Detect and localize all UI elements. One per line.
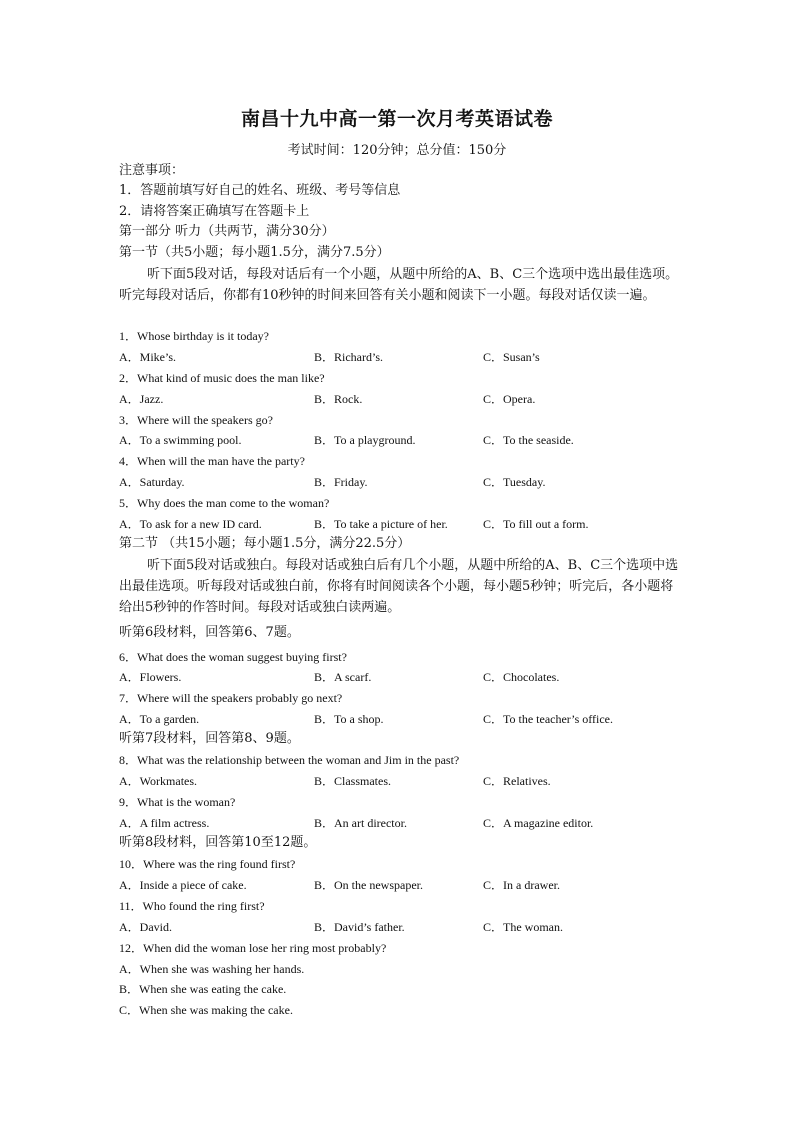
question-12: 12．When did the woman lose her ring most probably? <box>119 941 387 955</box>
q7-option-b: B．To a shop. <box>314 712 384 726</box>
q1-option-a: A．Mike’s. <box>119 350 177 364</box>
q11-option-a: A．David. <box>119 920 172 934</box>
q3-option-c: C．To the seaside. <box>483 433 574 447</box>
question-9: 9．What is the woman? <box>119 795 236 809</box>
question-11: 11．Who found the ring first? <box>119 899 265 913</box>
question-10: 10．Where was the ring found first? <box>119 857 296 871</box>
q4-option-a: A．Saturday. <box>119 475 185 489</box>
q11-option-c: C．The woman. <box>483 920 563 934</box>
q12-option-c: C．When she was making the cake. <box>119 1003 293 1017</box>
material-prompt-6: 听第6段材料，回答第6、7题。 <box>119 625 300 640</box>
q6-option-b: B．A scarf. <box>314 670 372 684</box>
q1-option-c: C．Susan’s <box>483 350 540 364</box>
q12-option-b: B．When she was eating the cake. <box>119 982 287 996</box>
q12-option-a: A．When she was washing her hands. <box>119 962 305 976</box>
section2-instructions: 听下面5段对话或独白。每段对话或独白后有几个小题，从题中所给的A、B、C三个选项中选出最佳选项。听每段对话或独白前，你将有时间阅读各个小题，每小题5秒钟；听完后，各小题将给出5秒钟的作答时间。每段对话或独白读两遍。 <box>119 558 679 615</box>
notes-heading: 注意事项： <box>119 163 185 178</box>
q10-option-b: B．On the newspaper. <box>314 878 423 892</box>
q8-option-a: A．Workmates. <box>119 774 198 788</box>
q10-option-a: A．Inside a piece of cake. <box>119 878 247 892</box>
section1-instructions: 听下面5段对话，每段对话后有一个小题，从题中所给的A、B、C三个选项中选出最佳选项。听完每段对话后，你都有10秒钟的时间来回答有关小题和阅读下一小题。每段对话仅读一遍。 <box>119 267 679 303</box>
question-6: 6．What does the woman suggest buying first? <box>119 650 347 664</box>
q2-option-c: C．Opera. <box>483 392 536 406</box>
q4-option-b: B．Friday. <box>314 475 368 489</box>
question-7: 7．Where will the speakers probably go next? <box>119 691 343 705</box>
section2-heading: 第二节 （共15小题；每小题1.5分，满分22.5分） <box>119 536 411 551</box>
question-3: 3．Where will the speakers go? <box>119 413 273 427</box>
q6-option-c: C．Chocolates. <box>483 670 560 684</box>
q2-option-a: A．Jazz. <box>119 392 164 406</box>
q5-option-b: B．To take a picture of her. <box>314 517 448 531</box>
q9-option-a: A．A film actress. <box>119 816 210 830</box>
question-2: 2．What kind of music does the man like? <box>119 371 325 385</box>
section1-heading: 第一节（共5小题；每小题1.5分，满分7.5分） <box>119 245 390 260</box>
question-1: 1．Whose birthday is it today? <box>119 329 269 343</box>
q9-option-c: C．A magazine editor. <box>483 816 594 830</box>
q8-option-c: C．Relatives. <box>483 774 551 788</box>
material-prompt-7: 听第7段材料，回答第8、9题。 <box>119 731 300 746</box>
q3-option-b: B．To a playground. <box>314 433 416 447</box>
question-5: 5．Why does the man come to the woman? <box>119 496 330 510</box>
q7-option-a: A．To a garden. <box>119 712 200 726</box>
material-prompt-8: 听第8段材料，回答第10至12题。 <box>119 835 317 850</box>
q8-option-b: B．Classmates. <box>314 774 391 788</box>
q7-option-c: C．To the teacher’s office. <box>483 712 614 726</box>
note-item-2: 2．请将答案正确填写在答题卡上 <box>119 204 310 219</box>
q5-option-c: C．To fill out a form. <box>483 517 589 531</box>
q9-option-b: B．An art director. <box>314 816 407 830</box>
q5-option-a: A．To ask for a new ID card. <box>119 517 262 531</box>
q2-option-b: B．Rock. <box>314 392 363 406</box>
q10-option-c: C．In a drawer. <box>483 878 560 892</box>
part1-heading: 第一部分 听力（共两节，满分30分） <box>119 224 335 239</box>
q3-option-a: A．To a swimming pool. <box>119 433 242 447</box>
exam-title: 南昌十九中高一第一次月考英语试卷 <box>240 108 553 130</box>
question-4: 4．When will the man have the party? <box>119 454 305 468</box>
exam-subtitle: 考试时间：120分钟；总分值：150分 <box>287 143 507 158</box>
question-8: 8．What was the relationship between the woman and Jim in the past? <box>119 753 460 767</box>
q6-option-a: A．Flowers. <box>119 670 182 684</box>
q11-option-b: B．David’s father. <box>314 920 405 934</box>
q1-option-b: B．Richard’s. <box>314 350 383 364</box>
note-item-1: 1．答题前填写好自己的姓名、班级、考号等信息 <box>119 183 401 198</box>
q4-option-c: C．Tuesday. <box>483 475 546 489</box>
